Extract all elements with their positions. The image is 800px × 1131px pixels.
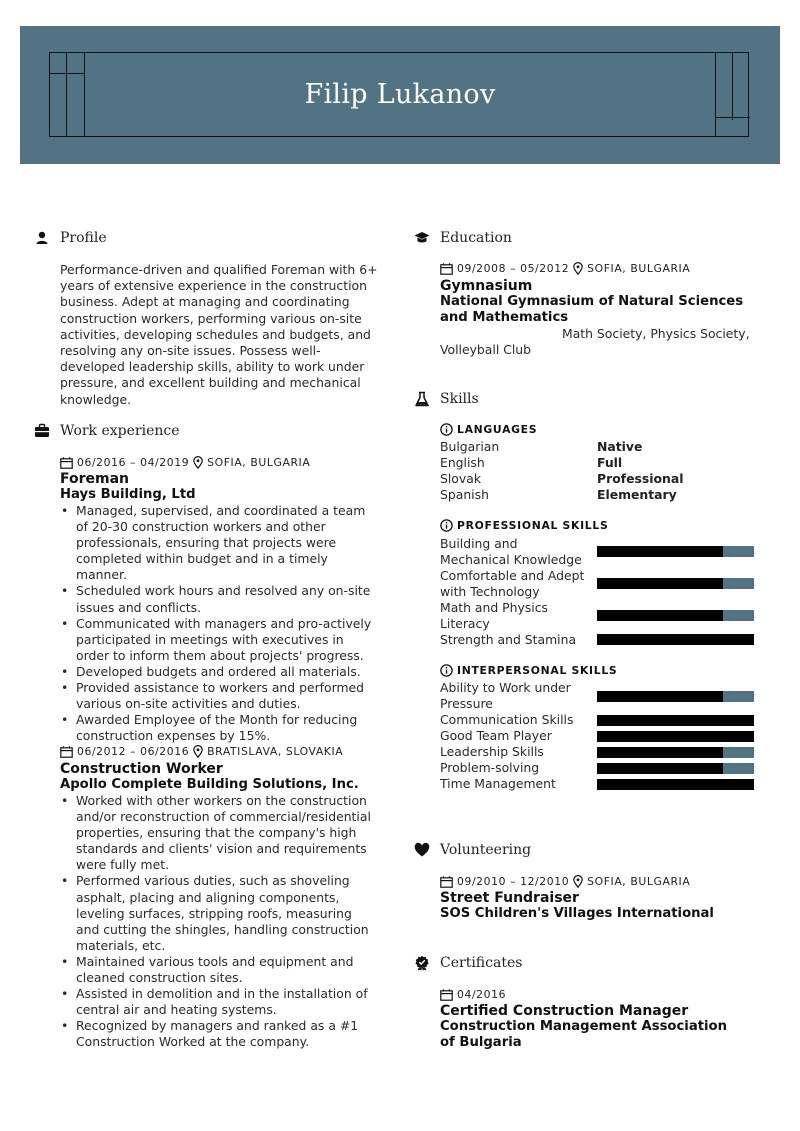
- list-item: • Communicated with managers and pro-actively participated in meetings with executives in order to inform them about projects' progress.: [60, 616, 376, 664]
- skill-bar-fill: [597, 779, 754, 790]
- professional-skills-heading-label: PROFESSIONAL SKILLS: [457, 519, 609, 532]
- location-pin-icon: [573, 262, 583, 275]
- skills-heading: Skills: [440, 391, 479, 407]
- skill-name: Leadership Skills: [440, 744, 544, 759]
- skill-bar-fill: [597, 731, 754, 742]
- skill-bar: [597, 779, 754, 790]
- job-bullets: [60, 503, 376, 744]
- language-name: English: [440, 455, 485, 471]
- language-row: [440, 439, 683, 455]
- calendar-icon: [440, 263, 453, 275]
- languages-heading-label: LANGUAGES: [457, 423, 538, 436]
- education-dates: 09/2008 – 05/2012: [457, 262, 570, 275]
- job-location: SOFIA, BULGARIA: [207, 456, 311, 469]
- certificate-date: 04/2016: [457, 988, 507, 1001]
- education-heading: Education: [440, 230, 512, 246]
- profile-text: Performance-driven and qualified Foreman with 6+ years of extensive experience in the construction business. Adept at managing and coordinating construction workers, performing various on-site activities, developing schedules and budgets, and resolving any on-site issues. Possess well-developed leadership skills, ability to work under pressure, and excellent building and mechanical knowledge.: [60, 262, 378, 407]
- language-row: [440, 487, 683, 503]
- job-title: Construction Worker: [60, 761, 223, 777]
- language-name: Bulgarian: [440, 439, 500, 454]
- languages-heading: [440, 423, 537, 436]
- graduation-cap-icon: [414, 230, 430, 246]
- skill-bar: [597, 731, 754, 742]
- volunteering-heading: Volunteering: [440, 842, 532, 858]
- certificates-heading: Certificates: [440, 955, 523, 971]
- skill-name: Strength and Stamina: [440, 632, 577, 647]
- list-item: • Developed budgets and ordered all materials.: [60, 664, 376, 680]
- skill-bar: [597, 691, 754, 702]
- flask-icon: [414, 391, 430, 407]
- info-icon: [440, 423, 453, 436]
- job-bullets: [60, 793, 376, 1051]
- skill-bar-fill: [597, 715, 754, 726]
- location-pin-icon: [573, 875, 583, 888]
- interpersonal-skills-heading: [440, 664, 617, 677]
- skill-bar: [597, 715, 754, 726]
- volunteering-org: SOS Children's Villages International: [440, 906, 714, 921]
- language-level: Elementary: [597, 487, 677, 503]
- frame-line: [715, 117, 750, 118]
- skill-bar-fill: [597, 546, 723, 557]
- skill-bar: [597, 747, 754, 758]
- skill-name: Problem-solving: [440, 760, 540, 775]
- info-icon: [440, 664, 453, 677]
- language-name: Spanish: [440, 487, 489, 503]
- location-pin-icon: [193, 456, 203, 469]
- calendar-icon: [60, 746, 73, 758]
- skill-name: Time Management: [440, 776, 556, 791]
- award-icon: [414, 955, 430, 971]
- skill-name: Building and Mechanical Knowledge: [440, 536, 582, 568]
- list-item: • Scheduled work hours and resolved any on-site issues and conflicts.: [60, 583, 376, 615]
- job-location: BRATISLAVA, SLOVAKIA: [207, 745, 344, 758]
- person-icon: [34, 230, 50, 246]
- certificate-meta: [440, 988, 506, 1001]
- education-school: National Gymnasium of Natural Sciences and Mathematics: [440, 294, 744, 325]
- calendar-icon: [440, 989, 453, 1001]
- languages-list: [440, 439, 683, 503]
- skill-bar: [597, 578, 754, 589]
- list-item: • Managed, supervised, and coordinated a team of 20-30 construction workers and other professionals, ensuring that projects were completed within budget and in a timely manner.: [60, 503, 376, 583]
- skill-bar: [597, 634, 754, 645]
- list-item: • Maintained various tools and equipment and cleaned construction sites.: [60, 954, 376, 986]
- skill-bar: [597, 763, 754, 774]
- language-level: Full: [597, 455, 623, 471]
- calendar-icon: [60, 457, 73, 469]
- job-title: Foreman: [60, 471, 130, 487]
- volunteering-dates: 09/2010 – 12/2010: [457, 875, 570, 888]
- calendar-icon: [440, 876, 453, 888]
- skill-bar: [597, 610, 754, 621]
- language-level: Professional: [597, 471, 684, 487]
- volunteering-title: Street Fundraiser: [440, 890, 579, 906]
- list-item: • Recognized by managers and ranked as a #1 Construction Worked at the company.: [60, 1018, 376, 1050]
- job-meta: [60, 456, 310, 469]
- certificate-org: Construction Management Association of Bulgaria: [440, 1019, 727, 1050]
- language-row: [440, 471, 683, 487]
- education-title: Gymnasium: [440, 278, 533, 294]
- job-dates: 06/2016 – 04/2019: [77, 456, 190, 469]
- skill-name: Good Team Player: [440, 728, 552, 743]
- list-item: • Awarded Employee of the Month for reducing construction expenses by 15%.: [60, 712, 376, 744]
- skill-name: Comfortable and Adept with Technology: [440, 568, 585, 600]
- volunteering-meta: [440, 875, 690, 888]
- professional-skills-heading: [440, 519, 608, 532]
- job-company: Hays Building, Ltd: [60, 487, 196, 502]
- education-location: SOFIA, BULGARIA: [587, 262, 691, 275]
- education-extra: Math Society, Physics Society,: [562, 326, 750, 341]
- briefcase-icon: [34, 423, 50, 439]
- volunteering-location: SOFIA, BULGARIA: [587, 875, 691, 888]
- skill-bar-fill: [597, 634, 754, 645]
- list-item: • Assisted in demolition and in the installation of central air and heating systems.: [60, 986, 376, 1018]
- skill-bar-fill: [597, 610, 723, 621]
- skill-bar-fill: [597, 691, 723, 702]
- language-level: Native: [597, 439, 643, 454]
- job-dates: 06/2012 – 06/2016: [77, 745, 190, 758]
- skill-bar-fill: [597, 763, 723, 774]
- certificate-title: Certified Construction Manager: [440, 1003, 689, 1019]
- skill-bar: [597, 546, 754, 557]
- profile-heading: Profile: [60, 230, 107, 246]
- candidate-name: Filip Lukanov: [304, 79, 496, 110]
- education-extra: Volleyball Club: [440, 342, 532, 357]
- skill-name: Communication Skills: [440, 712, 574, 727]
- skill-name: Math and Physics Literacy: [440, 600, 549, 632]
- job-company: Apollo Complete Building Solutions, Inc.: [60, 777, 359, 792]
- skill-bar-fill: [597, 578, 723, 589]
- interpersonal-skills-heading-label: INTERPERSONAL SKILLS: [457, 664, 618, 677]
- job-meta: [60, 745, 343, 758]
- list-item: • Worked with other workers on the construction and/or reconstruction of commercial/residential properties, ensuring that the company's high standards and clients' vision and requirements were fully met.: [60, 793, 376, 873]
- skill-name: Ability to Work under Pressure: [440, 680, 571, 712]
- list-item: • Provided assistance to workers and performed various on-site activities and duties.: [60, 680, 376, 712]
- work-heading: Work experience: [60, 423, 180, 439]
- location-pin-icon: [193, 745, 203, 758]
- education-meta: [440, 262, 690, 275]
- skill-bar-fill: [597, 747, 723, 758]
- frame-line: [49, 73, 84, 74]
- heart-icon: [414, 842, 430, 858]
- language-name: Slovak: [440, 471, 481, 487]
- language-row: [440, 455, 683, 471]
- list-item: • Performed various duties, such as shoveling asphalt, placing and aligning components, leveling surfaces, stripping roofs, measuring and cutting the shingles, handling construction materials, etc.: [60, 873, 376, 953]
- info-icon: [440, 519, 453, 532]
